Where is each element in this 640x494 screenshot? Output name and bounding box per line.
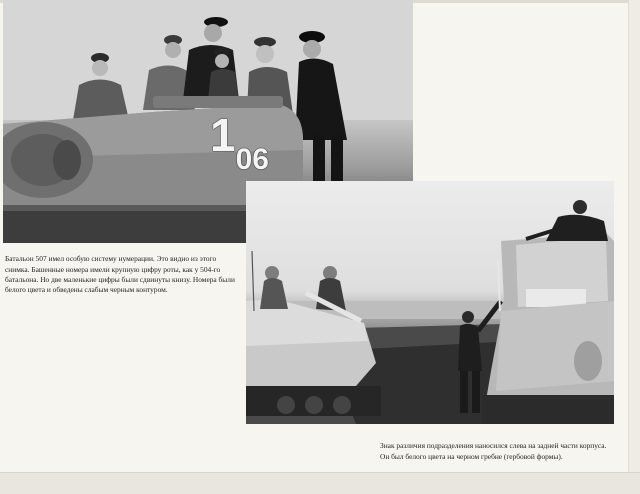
photo-halftrack-and-tiger-rear [246, 181, 614, 424]
page-bottom-edge [0, 472, 640, 494]
turret-number [210, 109, 269, 176]
caption-unit-insignia: Знак различия подразделения наносился слева на задней части корпуса. Он был белого цвета на черном гребне (гербовой формы). [380, 441, 607, 461]
caption-turret-numbering: Батальон 507 имел особую систему нумерации. Это видно из этого снимка. Башенные номера имели крупную цифру роты, как у 504-го батальона. Но две маленькие цифры были сдвинуты книзу. Номера были белого цвета и обведены слабым черным контуром. [5, 254, 235, 295]
page-right-edge [628, 0, 640, 472]
turret-number-small: 06 [235, 143, 269, 176]
turret-number-large: 1 [210, 109, 236, 161]
